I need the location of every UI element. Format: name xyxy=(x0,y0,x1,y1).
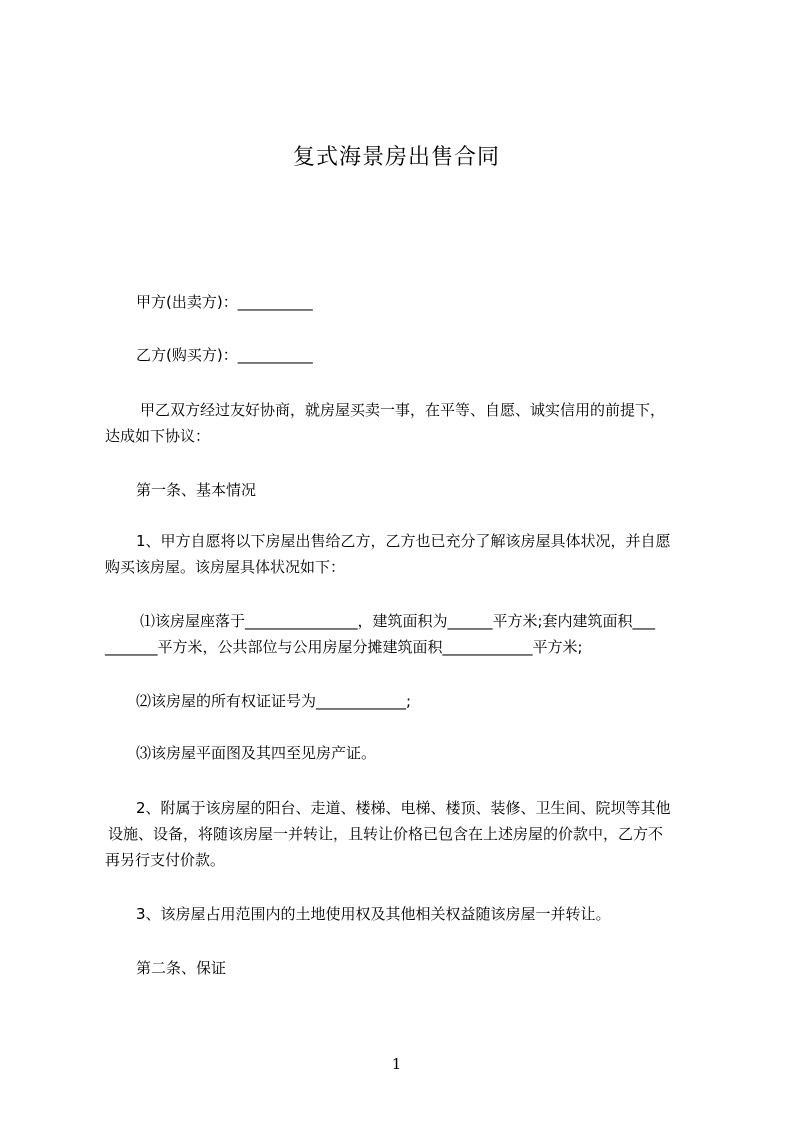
clause-2-line-1: 2、附属于该房屋的阳台、走道、楼梯、电梯、楼顶、装修、卫生间、院坝等其他 xyxy=(136,799,671,817)
item-3: ⑶该房屋平面图及其四至见房产证。 xyxy=(136,744,377,762)
clause-1-line-1: 1、甲方自愿将以下房屋出售给乙方，乙方也已充分了解该房屋具体状况，并自愿 xyxy=(136,532,671,550)
page-number: 1 xyxy=(391,1055,402,1073)
clause-2-line-2: 设施、设备，将随该房屋一并转让，且转让价格已包含在上述房屋的价款中，乙方不 xyxy=(108,825,664,843)
item-1-line-1: ⑴该房屋座落于_______________，建筑面积为______平方米;套内建筑面积___ xyxy=(140,612,656,630)
item-2: ⑵该房屋的所有权证证号为____________; xyxy=(136,692,412,710)
clause-1-line-2: 购买该房屋。该房屋具体状况如下： xyxy=(105,558,346,576)
clause-3: 3、该房屋占用范围内的土地使用权及其他相关权益随该房屋一并转让。 xyxy=(136,905,611,923)
article-2-heading: 第二条、保证 xyxy=(136,959,227,977)
intro-line-2: 达成如下协议： xyxy=(105,427,211,445)
intro-line-1: 甲乙双方经过友好协商，就房屋买卖一事，在平等、自愿、诚实信用的前提下， xyxy=(140,401,666,419)
party-b-line: 乙方(购买方)：__________ xyxy=(136,346,313,364)
article-1-heading: 第一条、基本情况 xyxy=(136,481,257,499)
clause-2-line-3: 再另行支付价款。 xyxy=(105,851,226,869)
item-1-line-2: _______平方米，公共部位与公用房屋分摊建筑面积____________平方米; xyxy=(105,638,583,656)
contract-title: 复式海景房出售合同 xyxy=(292,145,500,170)
party-a-line: 甲方(出卖方)：__________ xyxy=(136,293,313,311)
